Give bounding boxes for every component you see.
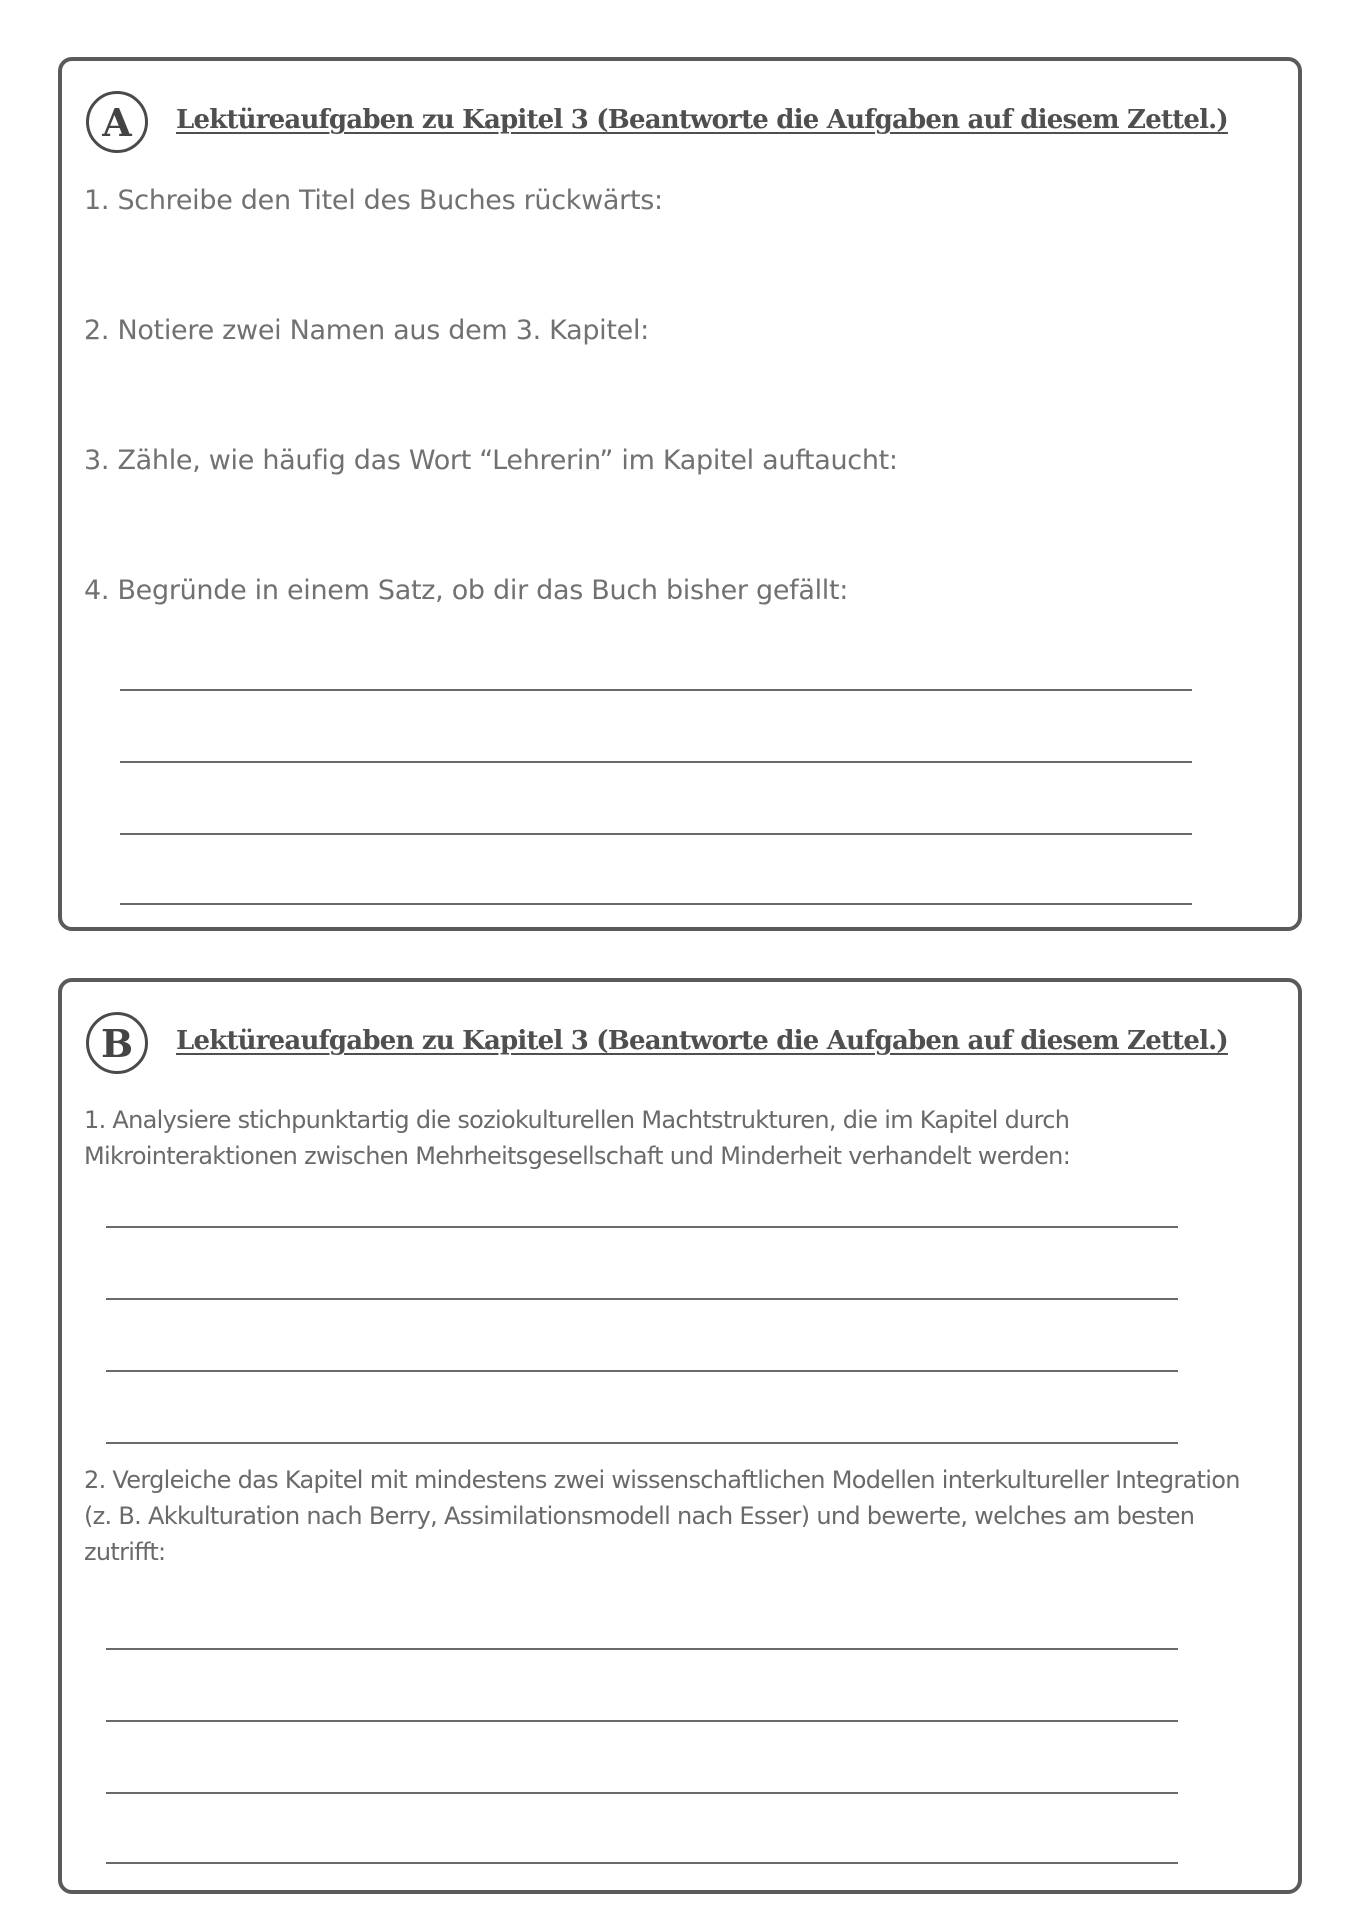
card-b-answer-line-2[interactable] — [106, 1298, 1178, 1300]
worksheet-card-a — [58, 57, 1302, 931]
card-b-answer-line-5[interactable] — [106, 1648, 1178, 1650]
card-a-title: Lektüreaufgaben zu Kapitel 3 (Beantworte die Aufgaben auf diesem Zettel.) — [176, 105, 1228, 135]
card-a-answer-line-1[interactable] — [120, 689, 1192, 691]
card-b-title: Lektüreaufgaben zu Kapitel 3 (Beantworte die Aufgaben auf diesem Zettel.) — [176, 1026, 1228, 1056]
card-a-question-1: 1. Schreibe den Titel des Buches rückwärts: — [84, 185, 663, 216]
card-b-header — [86, 1012, 1278, 1078]
card-b-answer-line-4[interactable] — [106, 1442, 1178, 1444]
card-a-header — [86, 91, 1278, 157]
card-b-answer-line-1[interactable] — [106, 1226, 1178, 1228]
card-a-letter-badge: A — [86, 91, 148, 153]
card-b-letter-badge: B — [86, 1012, 148, 1074]
card-b-question-2: 2. Vergleiche das Kapitel mit mindestens zwei wissenschaftlichen Modellen interkultureller Integration (z. B. Akkulturation nach Berry, Assimilationsmodell nach Esser) und bewerte, welches am besten zutrifft: — [84, 1466, 1240, 1566]
card-b-answer-line-3[interactable] — [106, 1370, 1178, 1372]
card-a-answer-line-2[interactable] — [120, 761, 1192, 763]
card-a-question-2: 2. Notiere zwei Namen aus dem 3. Kapitel: — [84, 315, 649, 346]
card-a-question-3: 3. Zähle, wie häufig das Wort “Lehrerin” im Kapitel auftaucht: — [84, 445, 898, 476]
card-b-answer-line-6[interactable] — [106, 1720, 1178, 1722]
card-a-answer-line-4[interactable] — [120, 903, 1192, 905]
card-b-question-1: 1. Analysiere stichpunktartig die soziokulturellen Machtstrukturen, die im Kapitel durch Mikrointeraktionen zwischen Mehrheitsgesellschaft und Minderheit verhandelt werden: — [84, 1106, 1071, 1170]
worksheet-card-b — [58, 978, 1302, 1894]
card-a-answer-line-3[interactable] — [120, 833, 1192, 835]
card-a-question-4: 4. Begründe in einem Satz, ob dir das Buch bisher gefällt: — [84, 575, 849, 606]
card-b-answer-line-8[interactable] — [106, 1862, 1178, 1864]
card-b-answer-line-7[interactable] — [106, 1792, 1178, 1794]
